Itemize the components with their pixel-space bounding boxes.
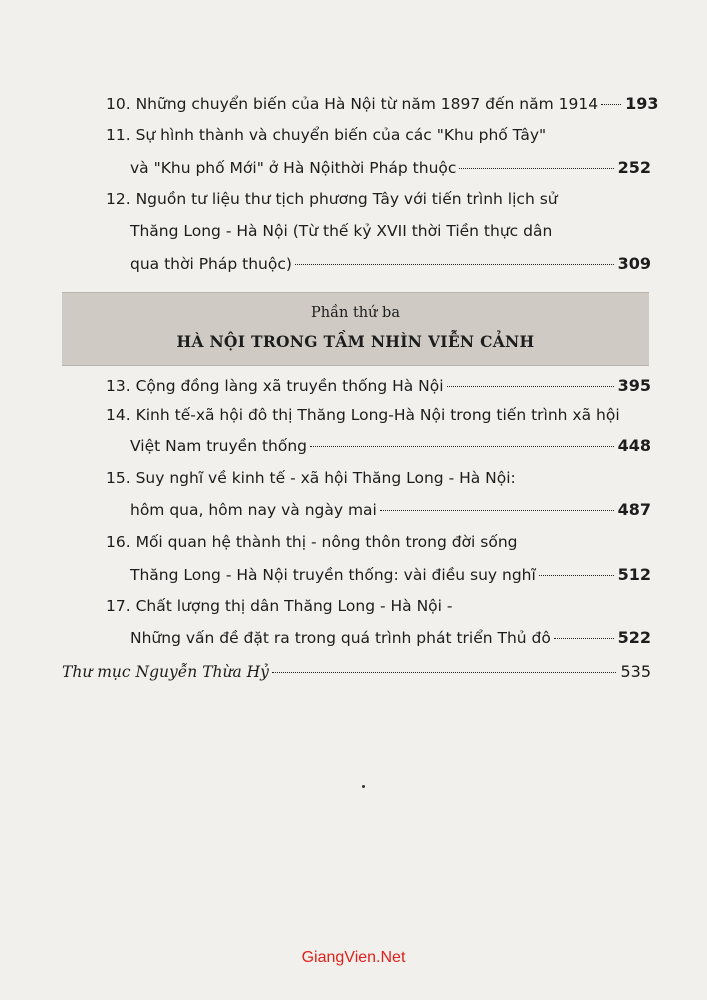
dot-leader [554,638,614,639]
dot-leader [601,104,621,105]
toc-entry-15-line-1[interactable]: 15. Suy nghĩ về kinh tế - xã hội Thăng Long - Hà Nội: [106,469,516,487]
dot-leader [272,672,617,673]
toc-entry-title: Những vấn đề đặt ra trong quá trình phát triển Thủ đô [130,629,551,647]
toc-entry-15[interactable] [130,500,651,519]
toc-page-number: 512 [617,565,651,584]
dot-leader [380,510,614,511]
toc-page-number: 193 [625,94,659,113]
toc-entry-10[interactable] [106,94,659,113]
toc-entry-title: và "Khu phố Mới" ở Hà Nộithời Pháp thuộc [130,159,457,177]
toc-entry-14-line-1[interactable]: 14. Kinh tế-xã hội đô thị Thăng Long-Hà Nội trong tiến trình xã hội [106,406,620,424]
toc-entry-title: hôm qua, hôm nay và ngày mai [130,501,377,519]
toc-entry-17-line-1[interactable]: 17. Chất lượng thị dân Thăng Long - Hà Nội - [106,597,453,615]
toc-entry-13[interactable] [106,376,651,395]
toc-entry-17[interactable] [130,628,651,647]
toc-entry-title: 10. Những chuyển biến của Hà Nội từ năm 1897 đến năm 1914 [106,95,599,113]
toc-entry-title: Thăng Long - Hà Nội truyền thống: vài điều suy nghĩ [130,566,536,584]
toc-entry-12-line-2: Thăng Long - Hà Nội (Từ thế kỷ XVII thời Tiền thực dân [130,222,553,240]
part-title: HÀ NỘI TRONG TẦM NHÌN VIỄN CẢNH [176,332,535,351]
toc-entry-12[interactable] [130,254,651,273]
toc-entry-title: Thư mục Nguyễn Thừa Hỷ [62,663,269,681]
toc-page-number: 252 [617,158,651,177]
toc-entry-title: Việt Nam truyền thống [130,437,308,455]
toc-page-number: 522 [617,628,651,647]
part-label: Phần thứ ba [311,305,400,321]
toc-entry-11[interactable] [130,158,651,177]
toc-page-number: 487 [617,500,651,519]
dot-leader [447,386,614,387]
toc-entry-16[interactable] [130,565,651,584]
dot-leader [310,446,614,447]
toc-entry-12-line-1[interactable]: 12. Nguồn tư liệu thư tịch phương Tây với tiến trình lịch sử [106,190,558,208]
toc-entry-title: qua thời Pháp thuộc) [130,255,292,273]
toc-page-number: 448 [617,436,651,455]
toc-page-number: 309 [617,254,651,273]
toc-page-number: 395 [617,376,651,395]
dot-leader [295,264,614,265]
print-speck [362,785,365,788]
toc-bibliography[interactable] [62,662,651,681]
toc-entry-14[interactable] [130,436,651,455]
toc-entry-16-line-1[interactable]: 16. Mối quan hệ thành thị - nông thôn trong đời sống [106,533,518,551]
part-banner [62,292,649,366]
toc-entry-11-line-1[interactable]: 11. Sự hình thành và chuyển biến của các "Khu phố Tây" [106,126,547,144]
toc-page-number: 535 [620,662,651,681]
toc-entry-title: 13. Cộng đồng làng xã truyền thống Hà Nội [106,377,444,395]
dot-leader [459,168,613,169]
watermark: GiangVien.Net [301,949,406,966]
dot-leader [539,575,614,576]
